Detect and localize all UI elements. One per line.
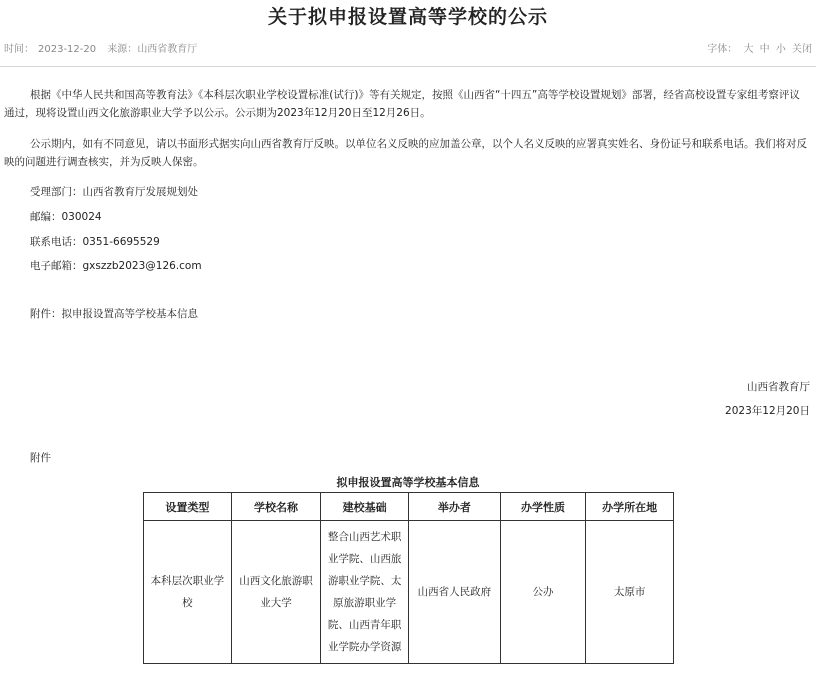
font-size-medium-link[interactable]: 中 xyxy=(759,44,770,55)
time-label: 时间： xyxy=(4,44,34,55)
table-caption: 拟申报设置高等学校基本信息 xyxy=(336,476,480,489)
font-size-small-link[interactable]: 小 xyxy=(775,44,786,55)
cell-sponsor: 山西省人民政府 xyxy=(408,521,500,664)
attachment-heading: 附件 xyxy=(30,452,51,464)
cell-location: 太原市 xyxy=(586,521,674,664)
source-value: 山西省教育厅 xyxy=(137,44,198,55)
cell-foundation: 整合山西艺术职业学院、山西旅游职业学院、太原旅游职业学院、山西青年职业学院办学资源 xyxy=(321,521,409,664)
meta-bar xyxy=(0,37,816,57)
header-location: 办学所在地 xyxy=(586,493,674,521)
cell-nature: 公办 xyxy=(500,521,586,664)
attachment-reference: 附件：拟申报设置高等学校基本信息 xyxy=(30,308,198,320)
table-header-row xyxy=(144,493,674,521)
school-info-table xyxy=(143,492,674,664)
header-foundation: 建校基础 xyxy=(321,493,409,521)
header-divider xyxy=(0,66,816,67)
paragraph-feedback: 公示期内，如有不同意见，请以书面形式据实向山西省教育厅反映。以单位名义反映的应加盖公章，以个人名义反映的应署真实姓名、身份证号和联系电话。我们将对反映的问题进行调查核实，并为反映人保密。 xyxy=(4,138,807,168)
font-size-label: 字体： xyxy=(707,44,738,55)
contact-department: 受理部门：山西省教育厅发展规划处 xyxy=(30,186,198,198)
paragraph-intro: 根据《中华人民共和国高等教育法》《本科层次职业学校设置标准(试行)》等有关规定，按照《山西省“十四五”高等学校设置规划》部署，经省高校设置专家组考察评议通过，现将设置山西文化旅游职业大学予以公示。公示期为2023年12月20日至12月26日。 xyxy=(4,89,800,119)
font-size-controls xyxy=(707,40,812,55)
signature-org: 山西省教育厅 xyxy=(747,381,810,393)
contact-postcode: 邮编：030024 xyxy=(30,211,102,223)
contact-email: 电子邮箱：gxszzb2023@126.com xyxy=(30,260,202,272)
close-link[interactable]: 关闭 xyxy=(792,44,812,55)
publish-date: 2023-12-20 xyxy=(38,44,97,55)
header-school-name: 学校名称 xyxy=(231,493,321,521)
header-nature: 办学性质 xyxy=(500,493,586,521)
font-size-large-link[interactable]: 大 xyxy=(743,44,754,55)
contact-phone: 联系电话：0351-6695529 xyxy=(30,236,160,248)
header-setup-type: 设置类型 xyxy=(144,493,232,521)
signature-date: 2023年12月20日 xyxy=(725,405,810,417)
publish-info xyxy=(4,40,201,55)
table-row xyxy=(144,521,674,664)
header-sponsor: 举办者 xyxy=(408,493,500,521)
source-label: 来源： xyxy=(107,44,138,55)
cell-school-name: 山西文化旅游职业大学 xyxy=(231,521,321,664)
page-title: 关于拟申报设置高等学校的公示 xyxy=(267,6,548,28)
cell-setup-type: 本科层次职业学校 xyxy=(144,521,232,664)
